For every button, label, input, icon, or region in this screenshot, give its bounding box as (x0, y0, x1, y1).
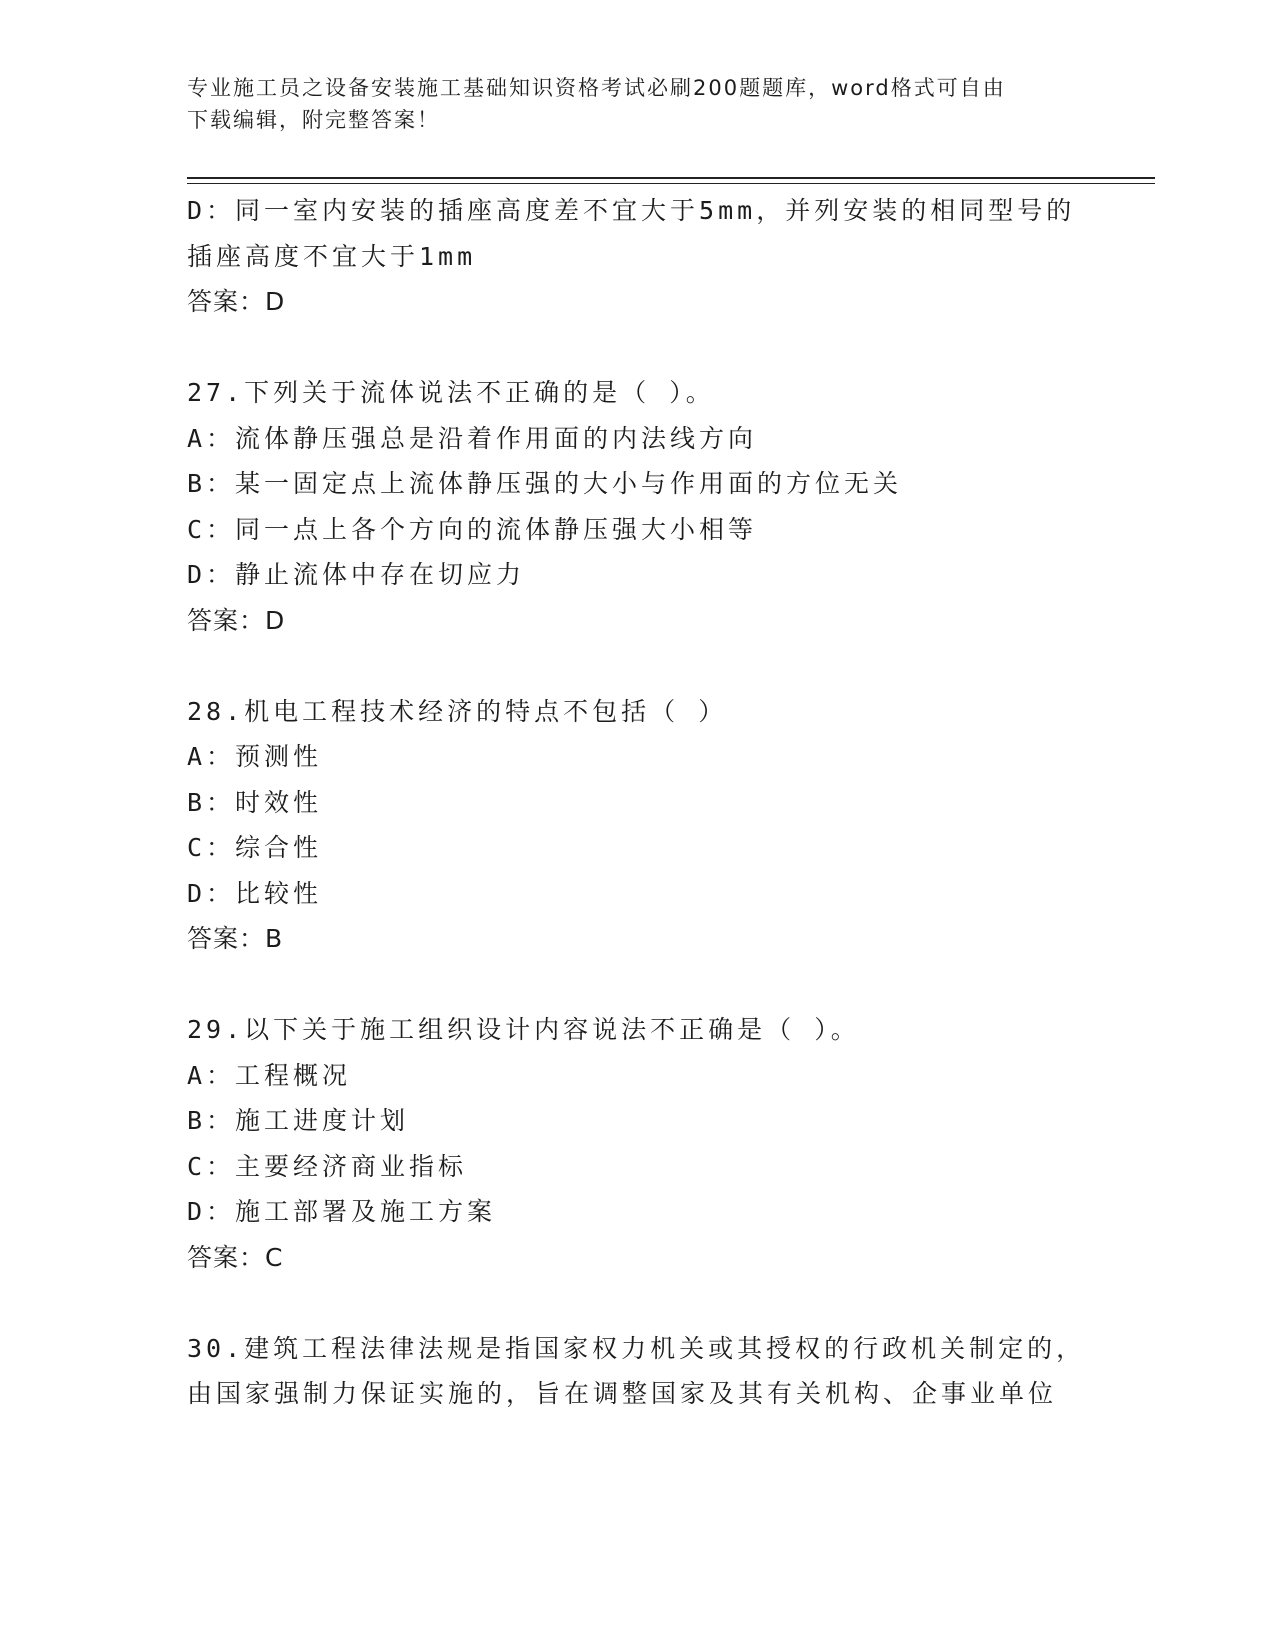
spacer (187, 962, 1087, 1008)
question-28-option-a: A：预测性 (187, 742, 323, 771)
question-29-option-c: C：主要经济商业指标 (187, 1151, 468, 1181)
question-29-stem: 29.以下关于施工组织设计内容说法不正确是（ ）。 (187, 1015, 860, 1044)
question-27-answer: 答案：D (187, 605, 286, 635)
question-27-option-c: C：同一点上各个方向的流体静压强大小相等 (187, 514, 758, 544)
question-28-answer: 答案：B (187, 924, 284, 953)
question-29-option-d: D：施工部署及施工方案 (187, 1197, 497, 1226)
document-body (187, 188, 1087, 1417)
carryover-answer: 答案：D (187, 287, 286, 316)
document-header (187, 72, 1067, 136)
carryover-option-d-line2: 插座高度不宜大于1mm (187, 241, 477, 271)
question-28-option-d: D：比较性 (187, 878, 323, 908)
header-divider-thick (187, 177, 1155, 179)
question-30-stem-line2: 由国家强制力保证实施的，旨在调整国家及其有关机构、企事业单位 (187, 1379, 1058, 1408)
header-divider-thin (187, 183, 1155, 184)
question-30-stem-line1: 30.建筑工程法律法规是指国家权力机关或其授权的行政机关制定的， (187, 1333, 1086, 1363)
carryover-option-d-line1: D：同一室内安装的插座高度差不宜大于5mm，并列安装的相同型号的 (187, 196, 1076, 225)
question-29-answer: 答案：C (187, 1242, 284, 1272)
spacer (187, 1280, 1087, 1326)
question-29-option-b: B：施工进度计划 (187, 1106, 410, 1135)
spacer (187, 643, 1087, 689)
question-28-stem: 28.机电工程技术经济的特点不包括（ ） (187, 696, 728, 726)
question-27-option-d: D：静止流体中存在切应力 (187, 560, 526, 589)
question-27-stem: 27.下列关于流体说法不正确的是（ ）。 (187, 378, 715, 407)
question-29-option-a: A：工程概况 (187, 1060, 352, 1090)
question-27-option-a: A：流体静压强总是沿着作用面的内法线方向 (187, 423, 758, 453)
header-title-line2: 下载编辑，附完整答案！ (187, 108, 440, 132)
question-27-option-b: B：某一固定点上流体静压强的大小与作用面的方位无关 (187, 469, 903, 498)
spacer (187, 325, 1087, 371)
question-28-option-c: C：综合性 (187, 833, 323, 862)
header-title-line1: 专业施工员之设备安装施工基础知识资格考试必刷200题题库，word格式可自由 (187, 76, 1006, 100)
question-28-option-b: B：时效性 (187, 787, 323, 817)
